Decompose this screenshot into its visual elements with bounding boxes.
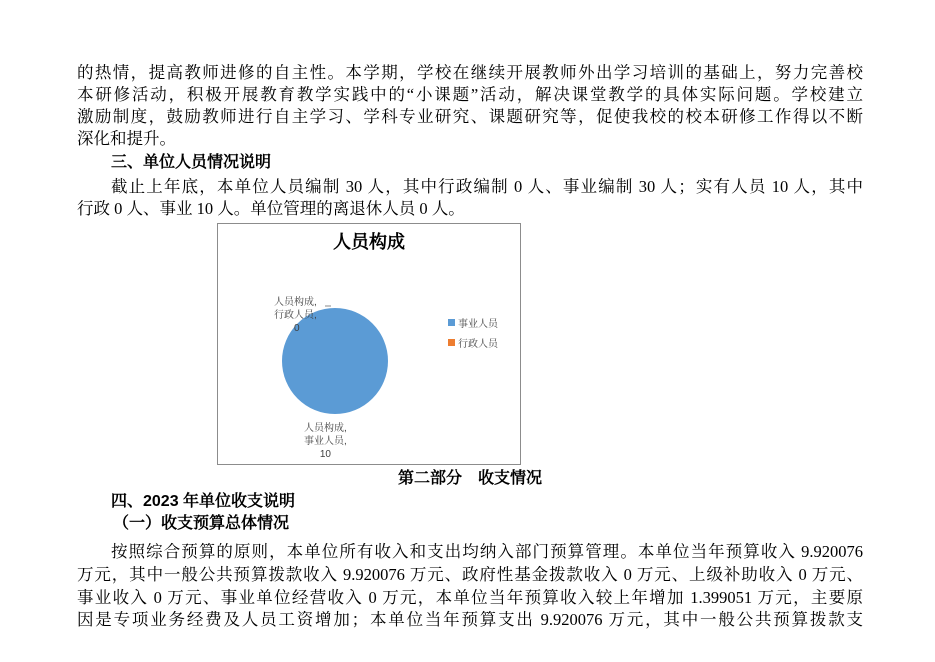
- data-label-行政人员: [274, 296, 317, 335]
- label-series: 人员构成,: [274, 297, 317, 308]
- paragraph-line: 万元，其中一般公共预算拨款收入 9.920076 万元、政府性基金拨款收入 0 万元、上级补助收入 0 万元、: [77, 565, 863, 584]
- label-value: 10: [319, 449, 331, 460]
- paragraph-line: 截止上年底，本单位人员编制 30 人，其中行政编制 0 人、事业编制 30 人；实有人员 10 人，其中: [111, 177, 864, 196]
- paragraph-line: 行政 0 人、事业 10 人。单位管理的离退休人员 0 人。: [77, 199, 465, 218]
- paragraph-line: 因是专项业务经费及人员工资增加；本单位当年预算支出 9.920076 万元，其中一般公共预算拨款支: [77, 610, 863, 629]
- legend-item: [448, 335, 498, 350]
- data-label-事业人员: [304, 422, 347, 461]
- paragraph-line: 本研修活动，积极开展教育教学实践中的“小课题”活动，解决课堂教学的具体实际问题。学校建立: [77, 85, 863, 104]
- legend-swatch: [448, 339, 455, 346]
- subsection-heading: （一）收支预算总体情况: [113, 515, 290, 532]
- label-value: 0: [294, 323, 300, 334]
- legend-swatch: [448, 319, 455, 326]
- section-heading: 三、单位人员情况说明: [111, 154, 272, 171]
- legend-item: [448, 315, 498, 330]
- paragraph-line: 激励制度，鼓励教师进行自主学习、学科专业研究、课题研究等，促使我校的校本研修工作得以不断: [77, 107, 863, 126]
- part-title: 第二部分 收支情况: [397, 470, 542, 487]
- legend-label: 事业人员: [458, 319, 498, 330]
- legend-label: 行政人员: [458, 339, 498, 350]
- paragraph-line: 按照综合预算的原则，本单位所有收入和支出均纳入部门预算管理。本单位当年预算收入 9.920076: [111, 542, 863, 561]
- section-heading: 四、2023 年单位收支说明: [111, 493, 296, 510]
- paragraph-line: 事业收入 0 万元、事业单位经营收入 0 万元，本单位当年预算收入较上年增加 1.399051 万元，主要原: [77, 588, 863, 607]
- paragraph-line: 的热情，提高教师进修的自主性。本学期，学校在继续开展教师外出学习培训的基础上，努力完善校: [77, 63, 863, 82]
- pie-chart: [217, 223, 521, 465]
- paragraph-line: 深化和提升。: [77, 129, 176, 148]
- label-category: 行政人员,: [274, 310, 317, 321]
- label-series: 人员构成,: [304, 423, 347, 434]
- label-category: 事业人员,: [304, 436, 347, 447]
- chart-title: 人员构成: [333, 232, 405, 252]
